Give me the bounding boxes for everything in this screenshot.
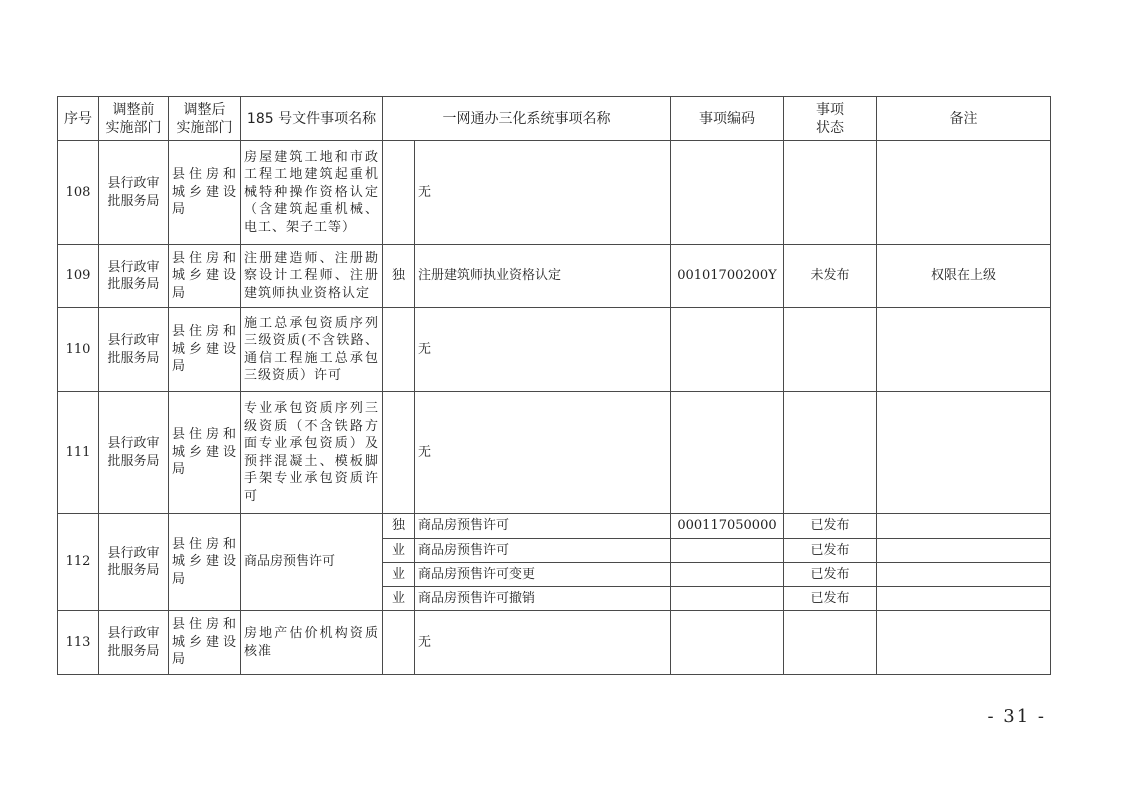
header-status: 事项 状态 — [784, 97, 877, 141]
row-status: 已发布 — [784, 587, 877, 611]
row-code — [671, 611, 784, 675]
header-before-dept: 调整前 实施部门 — [99, 97, 169, 141]
row-tag — [383, 308, 415, 392]
row-status — [784, 308, 877, 392]
row-status: 已发布 — [784, 539, 877, 563]
row-before-dept: 县行政审批服务局 — [99, 514, 169, 611]
row-remark — [877, 563, 1051, 587]
row-status: 已发布 — [784, 563, 877, 587]
row-seq: 112 — [58, 514, 99, 611]
table-row — [58, 392, 1051, 514]
header-code: 事项编码 — [671, 97, 784, 141]
row-system-name: 无 — [415, 308, 671, 392]
row-after-dept: 县住房和城乡建设局 — [169, 392, 241, 514]
row-seq: 111 — [58, 392, 99, 514]
row-remark — [877, 141, 1051, 245]
row-after-dept: 县住房和城乡建设局 — [169, 141, 241, 245]
row-code — [671, 539, 784, 563]
row-remark — [877, 392, 1051, 514]
row-status: 未发布 — [784, 245, 877, 308]
row-status: 已发布 — [784, 514, 877, 539]
row-tag — [383, 611, 415, 675]
row-before-dept: 县行政审批服务局 — [99, 392, 169, 514]
header-seq: 序号 — [58, 97, 99, 141]
row-after-dept: 县住房和城乡建设局 — [169, 514, 241, 611]
row-remark — [877, 611, 1051, 675]
row-before-dept: 县行政审批服务局 — [99, 245, 169, 308]
row-after-dept: 县住房和城乡建设局 — [169, 611, 241, 675]
header-doc-name: 185 号文件事项名称 — [241, 97, 383, 141]
row-doc-name: 房屋建筑工地和市政工程工地建筑起重机械特种操作资格认定（含建筑起重机械、电工、架子工等） — [241, 141, 383, 245]
header-remark: 备注 — [877, 97, 1051, 141]
row-seq: 110 — [58, 308, 99, 392]
row-system-name: 无 — [415, 392, 671, 514]
row-code: 000117050000 — [671, 514, 784, 539]
row-tag: 独 — [383, 245, 415, 308]
row-tag: 业 — [383, 563, 415, 587]
row-seq: 108 — [58, 141, 99, 245]
table-row — [58, 141, 1051, 245]
row-status — [784, 611, 877, 675]
row-after-dept: 县住房和城乡建设局 — [169, 245, 241, 308]
row-system-name: 商品房预售许可 — [415, 539, 671, 563]
row-tag — [383, 392, 415, 514]
row-system-name: 无 — [415, 141, 671, 245]
row-remark — [877, 539, 1051, 563]
row-code — [671, 587, 784, 611]
row-doc-name: 专业承包资质序列三级资质（不含铁路方面专业承包资质）及预拌混凝土、模板脚手架专业承包资质许可 — [241, 392, 383, 514]
row-code — [671, 141, 784, 245]
row-status — [784, 141, 877, 245]
row-doc-name: 房地产估价机构资质核准 — [241, 611, 383, 675]
row-seq: 113 — [58, 611, 99, 675]
matters-table — [57, 96, 1051, 675]
row-tag: 独 — [383, 514, 415, 539]
page-number: - 31 - — [987, 706, 1046, 727]
row-system-name: 商品房预售许可撤销 — [415, 587, 671, 611]
row-code: 00101700200Y — [671, 245, 784, 308]
header-after-dept: 调整后 实施部门 — [169, 97, 241, 141]
header-system-name: 一网通办三化系统事项名称 — [383, 97, 671, 141]
row-doc-name: 施工总承包资质序列三级资质(不含铁路、通信工程施工总承包三级资质）许可 — [241, 308, 383, 392]
row-remark — [877, 514, 1051, 539]
row-tag — [383, 141, 415, 245]
table-row — [58, 245, 1051, 308]
row-before-dept: 县行政审批服务局 — [99, 611, 169, 675]
row-doc-name: 注册建造师、注册勘察设计工程师、注册建筑师执业资格认定 — [241, 245, 383, 308]
row-tag: 业 — [383, 587, 415, 611]
row-before-dept: 县行政审批服务局 — [99, 141, 169, 245]
row-system-name: 注册建筑师执业资格认定 — [415, 245, 671, 308]
table-row — [58, 308, 1051, 392]
row-seq: 109 — [58, 245, 99, 308]
row-doc-name: 商品房预售许可 — [241, 514, 383, 611]
table-row — [58, 514, 1051, 539]
row-status — [784, 392, 877, 514]
row-remark: 权限在上级 — [877, 245, 1051, 308]
row-tag: 业 — [383, 539, 415, 563]
header-row — [58, 97, 1051, 141]
row-code — [671, 392, 784, 514]
row-code — [671, 563, 784, 587]
row-remark — [877, 587, 1051, 611]
row-code — [671, 308, 784, 392]
table-row — [58, 611, 1051, 675]
row-system-name: 商品房预售许可变更 — [415, 563, 671, 587]
row-remark — [877, 308, 1051, 392]
row-after-dept: 县住房和城乡建设局 — [169, 308, 241, 392]
row-system-name: 无 — [415, 611, 671, 675]
row-before-dept: 县行政审批服务局 — [99, 308, 169, 392]
row-system-name: 商品房预售许可 — [415, 514, 671, 539]
